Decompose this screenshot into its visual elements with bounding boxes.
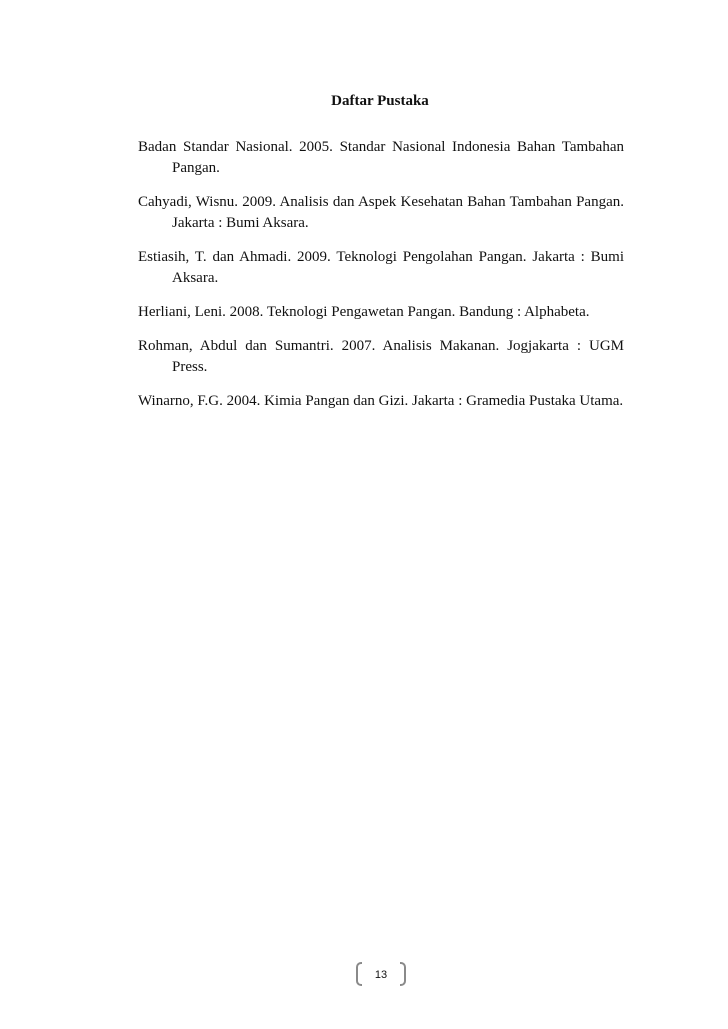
left-bracket-icon	[356, 962, 362, 986]
page-number-text: 13	[374, 969, 388, 981]
reference-item: Estiasih, T. dan Ahmadi. 2009. Teknologi Pengolahan Pangan. Jakarta : Bumi Aksara.	[138, 249, 624, 286]
reference-item: Cahyadi, Wisnu. 2009. Analisis dan Aspek Kesehatan Bahan Tambahan Pangan. Jakarta : Bumi Aksara.	[138, 194, 624, 231]
reference-list	[138, 137, 624, 425]
reference-item: Herliani, Leni. 2008. Teknologi Pengawetan Pangan. Bandung : Alphabeta.	[138, 304, 590, 320]
reference-item: Badan Standar Nasional. 2005. Standar Nasional Indonesia Bahan Tambahan Pangan.	[138, 139, 624, 176]
right-bracket-icon	[400, 962, 406, 986]
page-title: Daftar Pustaka	[331, 93, 429, 109]
page-number	[356, 962, 406, 988]
reference-item: Rohman, Abdul dan Sumantri. 2007. Analisis Makanan. Jogjakarta : UGM Press.	[138, 338, 624, 375]
reference-item: Winarno, F.G. 2004. Kimia Pangan dan Gizi. Jakarta : Gramedia Pustaka Utama.	[138, 393, 624, 409]
